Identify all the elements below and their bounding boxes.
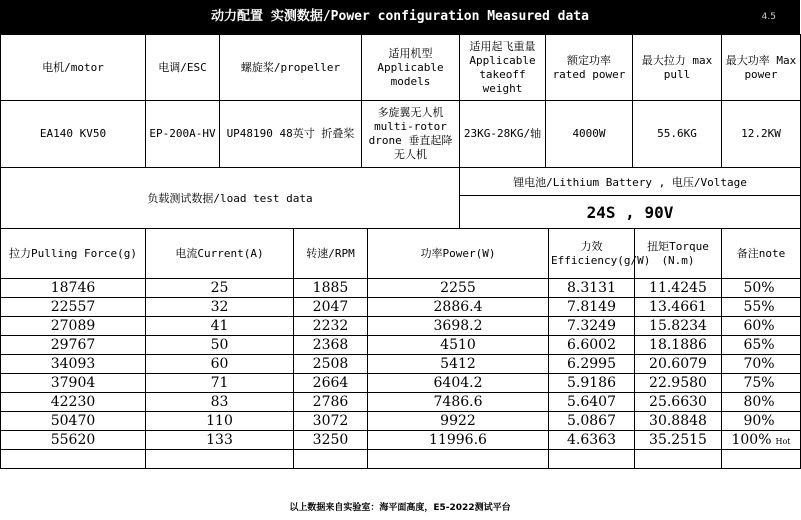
cell-current xyxy=(146,298,294,317)
cell-note xyxy=(722,336,801,355)
spec-value-models: 多旋翼无人机 multi-rotor drone 垂直起降无人机 xyxy=(362,101,460,168)
cell-power-value: 7486.6 xyxy=(433,394,483,410)
cell-torque xyxy=(635,374,722,393)
cell-efficiency xyxy=(549,279,635,298)
cell-rpm xyxy=(294,374,368,393)
cell-current xyxy=(146,279,294,298)
table-row xyxy=(1,355,801,374)
cell-power-value: 2886.4 xyxy=(433,299,483,315)
cell-efficiency xyxy=(549,317,635,336)
spec-value-takeoff-weight: 23KG-28KG/轴 xyxy=(460,101,546,168)
cell-efficiency xyxy=(549,450,635,469)
spec-header-takeoff-weight: 适用起飞重量 Applicable takeoff weight xyxy=(460,35,546,101)
cell-pulling-force-value: 37904 xyxy=(50,375,96,391)
cell-current-value: 32 xyxy=(210,299,229,315)
cell-note xyxy=(722,374,801,393)
cell-rpm xyxy=(294,317,368,336)
page-title: 动力配置 实测数据/Power configuration Measured data xyxy=(211,9,589,24)
column-header-note: 备注note xyxy=(722,229,801,279)
cell-note xyxy=(722,393,801,412)
table-row xyxy=(1,393,801,412)
cell-rpm xyxy=(294,450,368,469)
cell-efficiency-value: 5.0867 xyxy=(567,413,616,429)
cell-rpm-value: 3250 xyxy=(312,432,349,448)
cell-power-value: 6404.2 xyxy=(433,375,483,391)
cell-efficiency xyxy=(549,336,635,355)
cell-torque-value: 15.8234 xyxy=(649,318,707,334)
cell-torque-value: 25.6630 xyxy=(649,394,707,410)
cell-rpm xyxy=(294,393,368,412)
footer-note: 以上数据来自实验室：海平面高度，E5-2022测试平台 xyxy=(289,503,511,513)
spec-header-motor: 电机/motor xyxy=(1,35,146,101)
cell-current xyxy=(146,393,294,412)
cell-torque xyxy=(635,336,722,355)
cell-power xyxy=(368,393,549,412)
cell-note xyxy=(722,412,801,431)
cell-torque xyxy=(635,412,722,431)
cell-pulling-force xyxy=(1,374,146,393)
cell-rpm-value: 2508 xyxy=(312,356,349,372)
cell-torque xyxy=(635,298,722,317)
cell-efficiency xyxy=(549,298,635,317)
cell-rpm-value: 2047 xyxy=(312,299,349,315)
cell-efficiency-value: 5.6407 xyxy=(567,394,616,410)
cell-power xyxy=(368,374,549,393)
cell-torque-value: 30.8848 xyxy=(649,413,707,429)
cell-current xyxy=(146,355,294,374)
spec-header-models: 适用机型 Applicable models xyxy=(362,35,460,101)
cell-torque xyxy=(635,317,722,336)
load-test-table xyxy=(0,167,801,229)
cell-pulling-force-value: 50470 xyxy=(50,413,96,429)
spec-table xyxy=(0,34,801,168)
cell-note xyxy=(722,431,801,450)
cell-pulling-force xyxy=(1,336,146,355)
cell-torque-value: 35.2515 xyxy=(649,432,707,448)
cell-pulling-force xyxy=(1,412,146,431)
page-reference: 4.5 xyxy=(761,12,776,22)
cell-current xyxy=(146,431,294,450)
cell-rpm-value: 2786 xyxy=(312,394,349,410)
cell-torque-value: 22.9580 xyxy=(649,375,707,391)
spec-header-rated-power: 额定功率 rated power xyxy=(546,35,633,101)
cell-pulling-force xyxy=(1,279,146,298)
cell-efficiency xyxy=(549,412,635,431)
cell-efficiency xyxy=(549,374,635,393)
cell-torque xyxy=(635,393,722,412)
spec-header-propeller: 螺旋桨/propeller xyxy=(220,35,362,101)
spec-value-motor: EA140 KV50 xyxy=(1,101,146,168)
cell-current xyxy=(146,412,294,431)
column-header-torque: 扭矩Torque (N.m) xyxy=(635,229,722,279)
cell-pulling-force xyxy=(1,431,146,450)
note-flag: Hot xyxy=(775,437,791,446)
table-row xyxy=(1,431,801,450)
cell-note-value: 90% xyxy=(743,413,775,429)
cell-rpm-value: 2368 xyxy=(312,337,349,353)
cell-note xyxy=(722,279,801,298)
cell-power xyxy=(368,279,549,298)
cell-note xyxy=(722,450,801,469)
cell-efficiency xyxy=(549,431,635,450)
measurement-table xyxy=(0,228,801,469)
title-bar xyxy=(0,0,800,34)
cell-power xyxy=(368,336,549,355)
cell-power xyxy=(368,431,549,450)
cell-efficiency-value: 8.3131 xyxy=(567,280,616,296)
cell-pulling-force xyxy=(1,393,146,412)
spec-value-max-power: 12.2KW xyxy=(722,101,801,168)
cell-efficiency-value: 4.6363 xyxy=(567,432,616,448)
cell-efficiency xyxy=(549,393,635,412)
table-row xyxy=(1,279,801,298)
cell-torque xyxy=(635,431,722,450)
spec-header-esc: 电调/ESC xyxy=(146,35,220,101)
spec-value-propeller: UP48190 48英寸 折叠桨 xyxy=(220,101,362,168)
cell-rpm xyxy=(294,336,368,355)
table-row xyxy=(1,374,801,393)
cell-efficiency-value: 6.2995 xyxy=(567,356,616,372)
cell-power xyxy=(368,355,549,374)
cell-power xyxy=(368,450,549,469)
cell-rpm xyxy=(294,431,368,450)
cell-current xyxy=(146,450,294,469)
cell-current xyxy=(146,374,294,393)
cell-efficiency-value: 5.9186 xyxy=(567,375,616,391)
column-header-power: 功率Power(W) xyxy=(368,229,549,279)
cell-power-value: 4510 xyxy=(440,337,476,353)
cell-note xyxy=(722,355,801,374)
spec-value-esc: EP-200A-HV xyxy=(146,101,220,168)
cell-rpm-value: 1885 xyxy=(312,280,349,296)
load-test-label: 负载测试数据/load test data xyxy=(1,168,460,229)
cell-power-value: 9922 xyxy=(440,413,476,429)
table-row xyxy=(1,412,801,431)
column-header-efficiency: 力效 Efficiency(g/W) xyxy=(549,229,635,279)
cell-power-value: 5412 xyxy=(440,356,476,372)
table-row xyxy=(1,450,801,469)
cell-rpm-value: 2664 xyxy=(312,375,349,391)
column-header-rpm: 转速/RPM xyxy=(294,229,368,279)
table-row xyxy=(1,336,801,355)
cell-note-value: 80% xyxy=(743,394,775,410)
cell-efficiency-value: 7.8149 xyxy=(567,299,616,315)
cell-current-value: 41 xyxy=(210,318,229,334)
cell-current xyxy=(146,317,294,336)
cell-current-value: 25 xyxy=(210,280,229,296)
cell-current-value: 133 xyxy=(206,432,233,448)
cell-note-value: 50% xyxy=(743,280,775,296)
cell-power xyxy=(368,412,549,431)
cell-note-value: 70% xyxy=(743,356,775,372)
cell-current-value: 60 xyxy=(210,356,229,372)
voltage-value: 24S , 90V xyxy=(460,196,801,229)
cell-pulling-force-value: 34093 xyxy=(50,356,96,372)
cell-note-value: 55% xyxy=(743,299,775,315)
cell-current xyxy=(146,336,294,355)
cell-torque-value: 11.4245 xyxy=(649,280,707,296)
cell-rpm-value: 3072 xyxy=(312,413,349,429)
cell-rpm-value: 2232 xyxy=(312,318,349,334)
cell-rpm xyxy=(294,355,368,374)
cell-current-value: 83 xyxy=(210,394,229,410)
battery-label: 锂电池/Lithium Battery , 电压/Voltage xyxy=(460,168,801,196)
spec-value-max-pull: 55.6KG xyxy=(633,101,722,168)
spec-value-rated-power: 4000W xyxy=(546,101,633,168)
cell-current-value: 71 xyxy=(210,375,229,391)
spec-value-row xyxy=(1,101,801,168)
cell-rpm xyxy=(294,412,368,431)
spec-header-row xyxy=(1,35,801,101)
cell-pulling-force-value: 18746 xyxy=(50,280,96,296)
column-header-current: 电流Current(A) xyxy=(146,229,294,279)
cell-note-value: 100% xyxy=(731,432,772,448)
cell-torque xyxy=(635,450,722,469)
cell-pulling-force-value: 55620 xyxy=(50,432,96,448)
cell-note xyxy=(722,317,801,336)
cell-power xyxy=(368,298,549,317)
table-row xyxy=(1,317,801,336)
cell-pulling-force-value: 27089 xyxy=(50,318,96,334)
cell-pulling-force-value: 42230 xyxy=(50,394,96,410)
cell-rpm xyxy=(294,298,368,317)
cell-efficiency xyxy=(549,355,635,374)
cell-efficiency-value: 7.3249 xyxy=(567,318,616,334)
cell-power-value: 3698.2 xyxy=(433,318,483,334)
cell-pulling-force xyxy=(1,355,146,374)
column-header-pulling-force: 拉力Pulling Force(g) xyxy=(1,229,146,279)
cell-torque-value: 18.1886 xyxy=(649,337,707,353)
measurement-header-row xyxy=(1,229,801,279)
cell-power-value: 2255 xyxy=(440,280,476,296)
cell-current-value: 110 xyxy=(206,413,233,429)
cell-note-value: 60% xyxy=(743,318,775,334)
cell-torque xyxy=(635,279,722,298)
spec-header-max-pull: 最大拉力 max pull xyxy=(633,35,722,101)
cell-torque-value: 13.4661 xyxy=(649,299,707,315)
cell-torque-value: 20.6079 xyxy=(649,356,707,372)
cell-pulling-force-value: 29767 xyxy=(50,337,96,353)
cell-pulling-force xyxy=(1,450,146,469)
cell-power-value: 11996.6 xyxy=(429,432,487,448)
table-row xyxy=(1,298,801,317)
cell-note xyxy=(722,298,801,317)
cell-pulling-force xyxy=(1,298,146,317)
cell-note-value: 75% xyxy=(743,375,775,391)
cell-note-value: 65% xyxy=(743,337,775,353)
measurement-body xyxy=(1,279,801,469)
cell-torque xyxy=(635,355,722,374)
cell-pulling-force-value: 22557 xyxy=(50,299,96,315)
cell-pulling-force xyxy=(1,317,146,336)
cell-current-value: 50 xyxy=(210,337,229,353)
cell-efficiency-value: 6.6002 xyxy=(567,337,616,353)
cell-power xyxy=(368,317,549,336)
cell-rpm xyxy=(294,279,368,298)
spec-header-max-power: 最大功率 Max power xyxy=(722,35,801,101)
